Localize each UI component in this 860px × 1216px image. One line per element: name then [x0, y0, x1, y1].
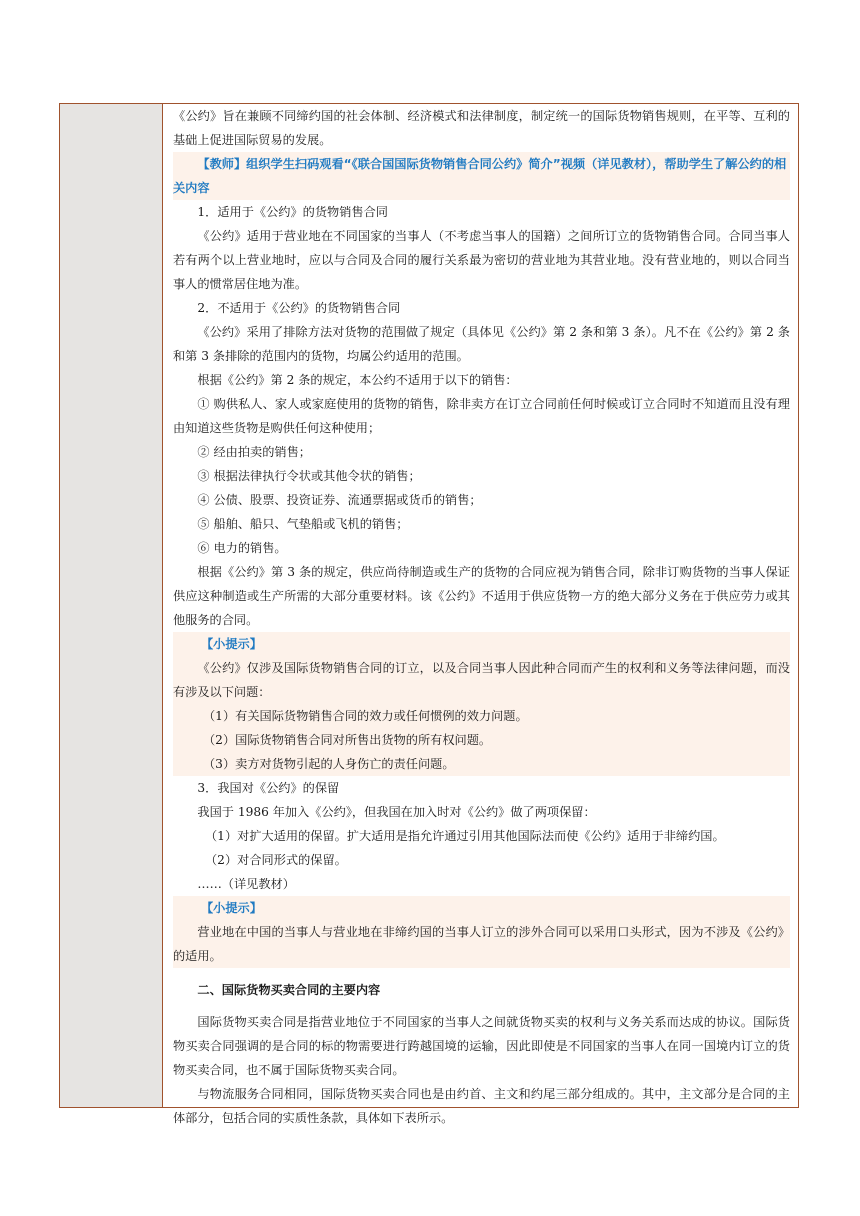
paragraph-5: 我国于 1986 年加入《公约》，但我国在加入时对《公约》做了两项保留： [197, 805, 596, 819]
tip-body-1: 《公约》仅涉及国际货物销售合同的订立，以及合同当事人因此种合同而产生的权利和义务等法律问题，而没有涉及以下问题： [173, 661, 790, 699]
list-item-4: ④ 公债、股票、投资证券、流通票据或货币的销售； [197, 493, 482, 507]
tip-title-2: 【小提示】 [201, 901, 262, 915]
paragraph-7: 与物流服务合同相同，国际货物买卖合同也是由约首、主文和约尾三部分组成的。其中，主文部分是合同的主体部分，包括合同的实质性条款，具体如下表所示。 [173, 1087, 790, 1125]
see-textbook: ……（详见教材） [197, 877, 295, 891]
tip-item-3: （3）卖方对货物引起的人身伤亡的责任问题。 [203, 757, 455, 771]
tip-title-1: 【小提示】 [201, 637, 262, 651]
heading-2: 2．不适用于《公约》的货物销售合同 [197, 301, 401, 315]
reservation-2: （2）对合同形式的保留。 [205, 853, 347, 867]
tip-item-1: （1）有关国际货物销售合同的效力或任何惯例的效力问题。 [203, 709, 528, 723]
paragraph-6: 国际货物买卖合同是指营业地位于不同国家的当事人之间就货物买卖的权利与义务关系而达成的协议。国际货物买卖合同强调的是合同的标的物需要进行跨越国境的运输，因此即使是不同国家的当事人在同一国境内订立的货物买卖合同，也不属于国际货物买卖合同。 [173, 1015, 790, 1077]
section-heading: 二、国际货物买卖合同的主要内容 [197, 983, 381, 997]
paragraph-3: 根据《公约》第 2 条的规定，本公约不适用于以下的销售： [197, 373, 518, 387]
content-table [59, 103, 799, 1125]
list-item-5: ⑤ 船舶、船只、气垫船或飞机的销售； [197, 517, 409, 531]
paragraph-2: 《公约》采用了排除方法对货物的范围做了规定（具体见《公约》第 2 条和第 3 条）。凡不在《公约》第 2 条和第 3 条排除的范围内的货物，均属公约适用的范围。 [173, 325, 790, 363]
list-item-3: ③ 根据法律执行令状或其他令状的销售； [197, 469, 421, 483]
heading-1: 1．适用于《公约》的货物销售合同 [197, 205, 388, 219]
list-item-1: ① 购供私人、家人或家庭使用的货物的销售，除非卖方在订立合同前任何时候或订立合同时不知道而且没有理由知道这些货物是购供任何这种使用； [173, 397, 790, 435]
content-cell [163, 104, 798, 1125]
tip-body-2: 营业地在中国的当事人与营业地在非缔约国的当事人订立的涉外合同可以采用口头形式，因为不涉及《公约》的适用。 [173, 925, 790, 963]
intro-paragraph: 《公约》旨在兼顾不同缔约国的社会体制、经济模式和法律制度，制定统一的国际货物销售规则，在平等、互利的基础上促进国际贸易的发展。 [173, 109, 790, 147]
reservation-1: （1）对扩大适用的保留。扩大适用是指允许通过引用其他国际法而使《公约》适用于非缔约国。 [205, 829, 725, 843]
tip-item-2: （2）国际货物销售合同对所售出货物的所有权问题。 [203, 733, 492, 747]
list-item-2: ② 经由拍卖的销售； [197, 445, 311, 459]
list-item-6: ⑥ 电力的销售。 [197, 541, 287, 555]
label-column [60, 104, 163, 1107]
teacher-note: 【教师】组织学生扫码观看“《联合国国际货物销售合同公约》简介”视频（详见教材），帮助学生了解公约的相关内容 [173, 152, 790, 200]
tip-box-2 [173, 896, 790, 968]
tip-box-1 [173, 632, 790, 776]
paragraph-1: 《公约》适用于营业地在不同国家的当事人（不考虑当事人的国籍）之间所订立的货物销售合同。合同当事人若有两个以上营业地时，应以与合同及合同的履行关系最为密切的营业地为其营业地。没有营业地的，则以合同当事人的惯常居住地为准。 [173, 229, 790, 291]
heading-3: 3．我国对《公约》的保留 [197, 781, 340, 795]
paragraph-4: 根据《公约》第 3 条的规定，供应尚待制造或生产的货物的合同应视为销售合同，除非订购货物的当事人保证供应这种制造或生产所需的大部分重要材料。该《公约》不适用于供应货物一方的绝大部分义务在于供应劳力或其他服务的合同。 [173, 565, 790, 627]
